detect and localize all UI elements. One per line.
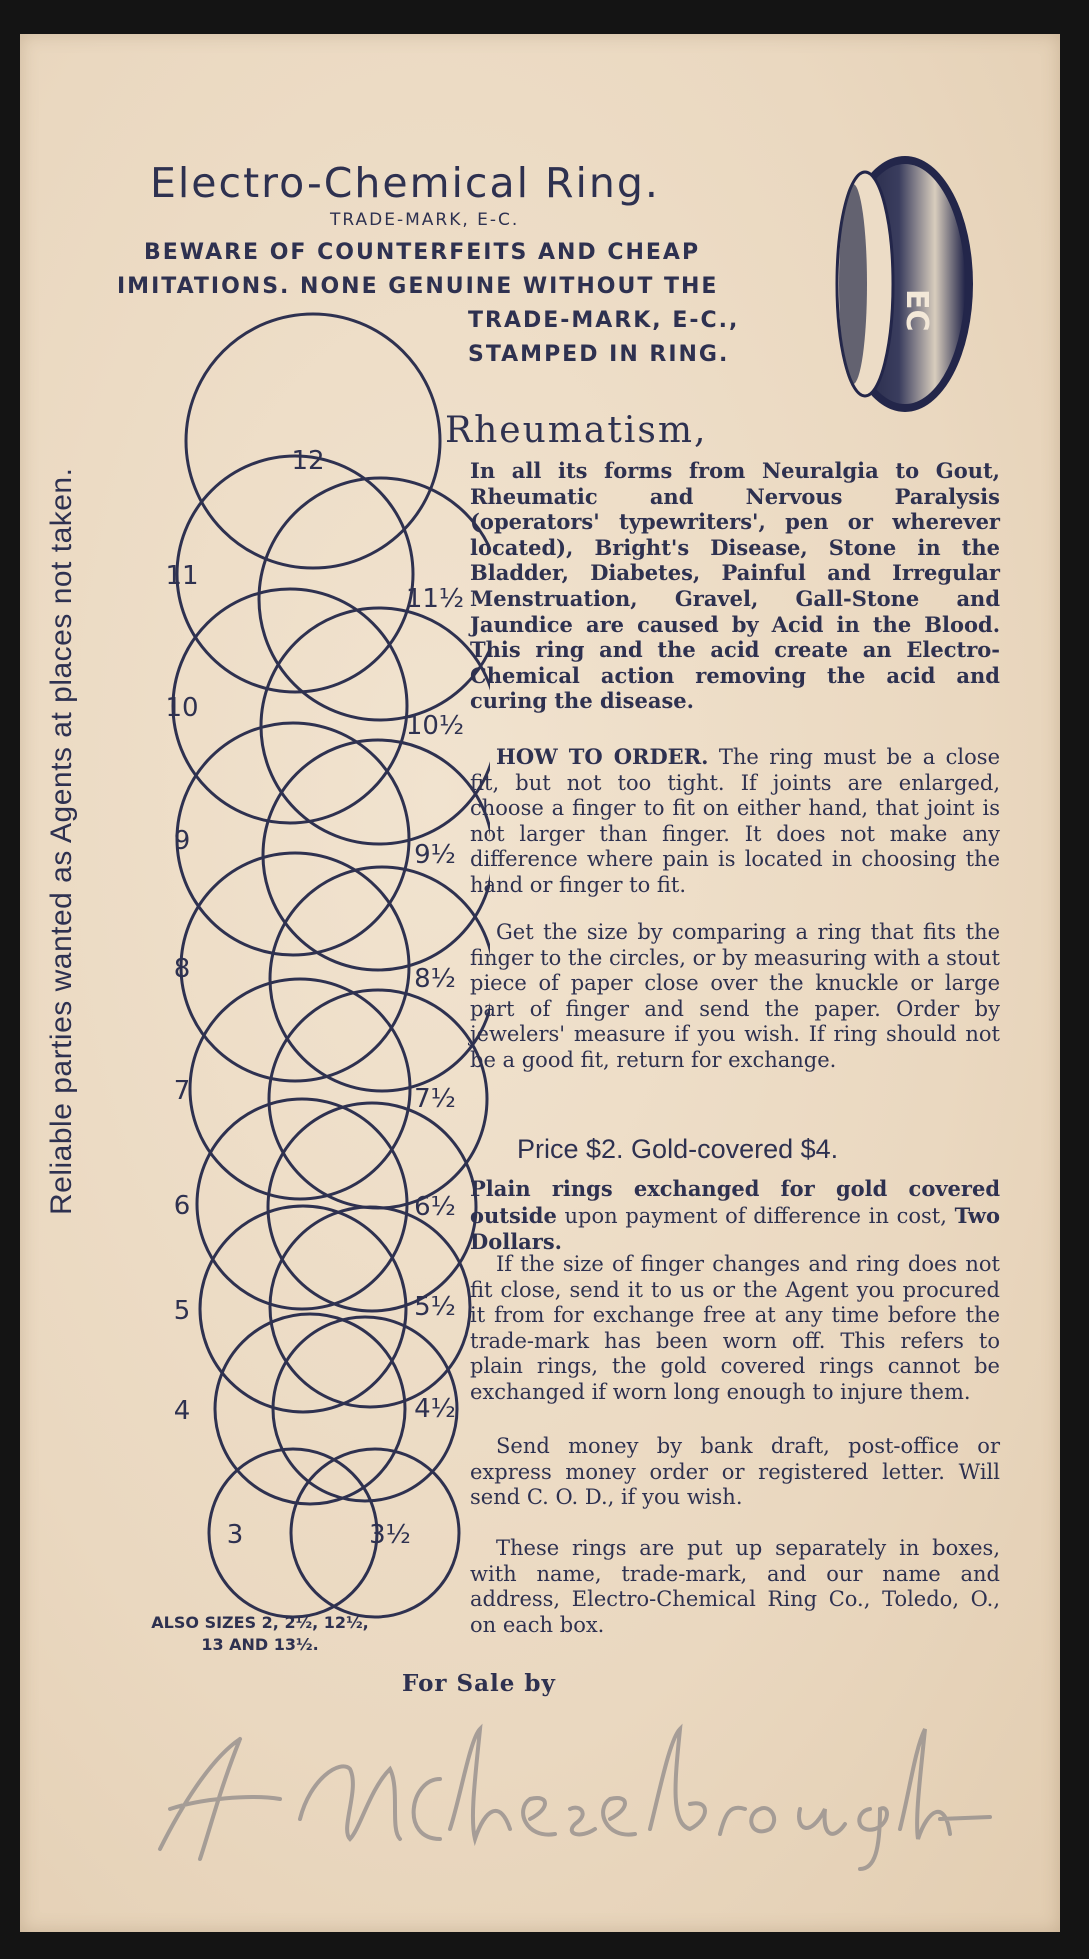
price-line: Price $2. Gold-covered $4.: [517, 1134, 839, 1164]
ring-size-label-6½: 6½: [414, 1192, 456, 1222]
advertising-card: [20, 34, 1060, 1932]
exchange-amount: Two Dollars.: [470, 1202, 1000, 1255]
ring-size-label-10½: 10½: [405, 711, 465, 741]
size-instructions-text: Get the size by comparing a ring that fits the finger to the circles, or by measuring with a stout piece of paper close over the knuckle or large part of finger and send the paper. Order by jewelers' measure if you wish. If ring should not be a good fit, return for exchange.: [470, 920, 1000, 1072]
ring-size-label-11: 11: [165, 561, 199, 591]
ring-size-circle-9½: [263, 740, 490, 970]
warning-line-2: IMITATIONS. NONE GENUINE WITHOUT THE: [117, 274, 719, 299]
ring-size-label-3: 3: [226, 1520, 244, 1550]
how-to-order-label: HOW TO ORDER.: [496, 744, 709, 769]
payment-text: Send money by bank draft, post-office or express money order or registered letter. Will send C. O. D., if you wish.: [470, 1434, 1000, 1510]
warning-line-3: TRADE-MARK, E-C.,: [468, 308, 740, 333]
size-change-text: If the size of finger changes and ring does not fit close, send it to us or the Agent you procured it from for exchange free at any time before the trade-mark has been worn off. This refers to plain rings, the gold covered rings cannot be exchanged if worn long enough to injure them.: [470, 1252, 1000, 1404]
ring-size-label-3½: 3½: [369, 1520, 411, 1550]
ring-size-circle-7: [190, 979, 410, 1199]
additional-sizes-line-1: ALSO SIZES 2, 2½, 12½,: [151, 1613, 369, 1632]
ring-size-label-5½: 5½: [414, 1292, 456, 1322]
ring-size-label-6: 6: [173, 1191, 191, 1221]
packaging-paragraph: [470, 1536, 1000, 1638]
intro-paragraph: In all its forms from Neuralgia to Gout, Rheumatic and Nervous Paralysis (operators' typewriters', pen or wherever located), Bright's Disease, Stone in the Bladder, Diabetes, Painful and Irregular Menstruation, Gravel, Gall-Stone and Jaundice are caused by Acid in the Blood. This ring and the acid create an Electro-Chemical action removing the acid and curing the disease.: [470, 458, 1000, 714]
agents-wanted-side-text: Reliable parties wanted as Agents at places not taken.: [45, 467, 78, 1215]
how-to-order-text: The ring must be a close fit, but not too tight. If joints are enlarged, choose a finger to fit on either hand, that joint is not larger than finger. It does not make any difference where pain is located in choosing the hand or finger to fit.: [470, 745, 1000, 897]
ring-size-gauge: [120, 299, 490, 1619]
handwritten-signature: [100, 1699, 1000, 1879]
ring-size-label-8: 8: [173, 954, 191, 984]
ring-size-circle-10: [173, 589, 407, 823]
rheumatism-heading: Rheumatism,: [445, 410, 708, 451]
ring-size-circle-4: [215, 1314, 405, 1504]
ring-size-label-9½: 9½: [414, 840, 456, 870]
ring-size-label-12: 12: [291, 446, 325, 476]
ring-size-label-7½: 7½: [414, 1084, 456, 1114]
exchange-text: upon payment of difference in cost,: [564, 1203, 947, 1228]
ring-size-label-10: 10: [165, 693, 199, 723]
ring-illustration: [825, 149, 975, 419]
ring-size-circle-12: [186, 314, 440, 568]
exchange-paragraph: [470, 1176, 1000, 1256]
warning-line-1: BEWARE OF COUNTERFEITS AND CHEAP: [144, 240, 701, 265]
additional-sizes-line-2: 13 AND 13½.: [201, 1635, 319, 1654]
size-instructions-paragraph: [470, 920, 1000, 1074]
trademark-line: TRADE-MARK, E-C.: [330, 210, 520, 230]
payment-paragraph: [470, 1434, 1000, 1511]
card-title: Electro-Chemical Ring.: [150, 159, 660, 207]
ring-size-label-5: 5: [173, 1296, 191, 1326]
packaging-text: These rings are put up separately in boxes, with name, trade-mark, and our name and address, Electro-Chemical Ring Co., Toledo, O., on each box.: [470, 1536, 1000, 1637]
ring-size-label-8½: 8½: [414, 964, 456, 994]
ring-size-circle-11: [177, 456, 413, 692]
exchange-bold-text: Plain rings exchanged for gold covered outside: [470, 1176, 1000, 1228]
how-to-order-paragraph: [470, 744, 1000, 899]
ring-size-label-4: 4: [173, 1396, 191, 1426]
ring-size-label-7: 7: [173, 1076, 191, 1106]
additional-sizes-note: [120, 1612, 400, 1656]
ring-size-label-11½: 11½: [405, 584, 465, 614]
ring-stamp: EC: [899, 289, 934, 332]
ring-size-label-4½: 4½: [414, 1394, 456, 1424]
size-change-paragraph: [470, 1252, 1000, 1406]
warning-line-4: STAMPED IN RING.: [468, 342, 730, 367]
ring-size-label-9: 9: [173, 826, 191, 856]
for-sale-label: For Sale by: [402, 1670, 556, 1697]
ring-size-circle-9: [177, 723, 409, 955]
ring-size-circle-8: [181, 853, 409, 1081]
